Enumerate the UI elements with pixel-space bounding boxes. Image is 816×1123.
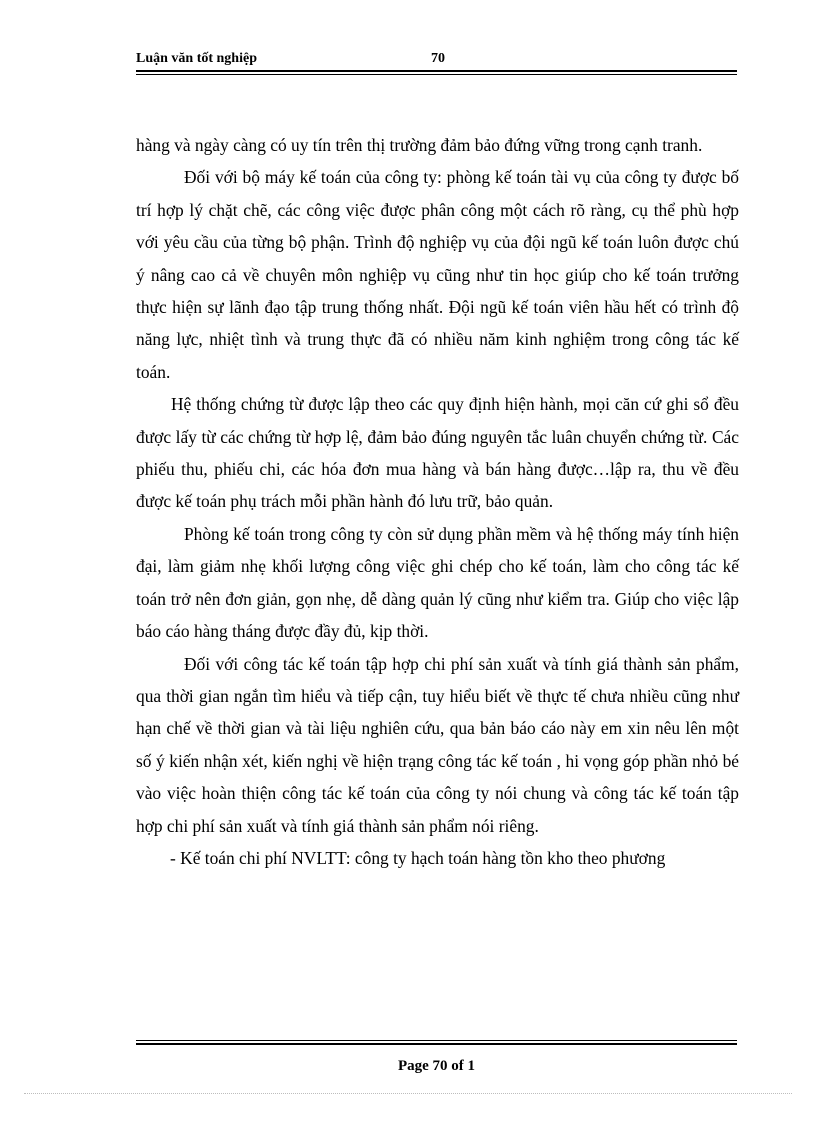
document-body [136,129,739,874]
page-boundary-divider [24,1093,792,1094]
header-rule-bottom [136,74,737,75]
header-rule-top [136,70,737,72]
footer-page-label: Page 70 of 1 [397,1058,476,1074]
header-title: Luận văn tốt nghiệp [136,51,257,66]
paragraph-2: Đối với bộ máy kế toán của công ty: phòng kế toán tài vụ của công ty được bố trí hợp lý chặt chẽ, các công việc được phân công một cách rõ ràng, cụ thể phù hợp với yêu cầu của từng bộ phận. Trình độ nghiệp vụ của đội ngũ kế toán luôn được chú ý nâng cao cả về chuyên môn nghiệp vụ cũng như tin học giúp cho kế toán trưởng thực hiện sự lãnh đạo tập trung thống nhất. Đội ngũ kế toán viên hầu hết có trình độ năng lực, nhiệt tình và trung thực đã có nhiều năm kinh nghiệm trong công tác kế toán. [136,167,739,382]
footer-rule-bottom [136,1043,737,1045]
paragraph-5: Đối với công tác kế toán tập hợp chi phí sản xuất và tính giá thành sản phẩm, qua thời gian ngắn tìm hiểu và tiếp cận, tuy hiểu biết về thực tế chưa nhiều cũng như hạn chế về thời gian và tài liệu nghiên cứu, qua bản báo cáo này em xin nêu lên một số ý kiến nhận xét, kiến nghị về hiện trạng công tác kế toán , hi vọng góp phần nhỏ bé vào việc hoàn thiện công tác kế toán của công ty nói chung và công tác kế toán tập hợp chi phí sản xuất và tính giá thành sản phẩm nói riêng. [136,653,739,836]
paragraph-3: Hệ thống chứng từ được lập theo các quy định hiện hành, mọi căn cứ ghi sổ đều được lấy từ các chứng từ hợp lệ, đảm bảo đúng nguyên tắc luân chuyển chứng từ. Các phiếu thu, phiếu chi, các hóa đơn mua hàng và bán hàng được…lập ra, thu về đều được kế toán phụ trách mỗi phần hành đó lưu trữ, bảo quản. [136,394,739,512]
footer-rule-top [136,1040,737,1041]
header-page-number: 70 [431,51,445,66]
paragraph-6: - Kế toán chi phí NVLTT: công ty hạch toán hàng tồn kho theo phương [170,847,666,868]
paragraph-4: Phòng kế toán trong công ty còn sử dụng phần mềm và hệ thống máy tính hiện đại, làm giảm nhẹ khối lượng công việc ghi chép cho kế toán, làm cho công tác kế toán trở nên đơn giản, gọn nhẹ, dễ dàng quản lý cũng như kiểm tra. Giúp cho việc lập báo cáo hàng tháng được đầy đủ, kịp thời. [136,523,739,642]
paragraph-1: hàng và ngày càng có uy tín trên thị trường đảm bảo đứng vững trong cạnh tranh. [136,135,703,155]
